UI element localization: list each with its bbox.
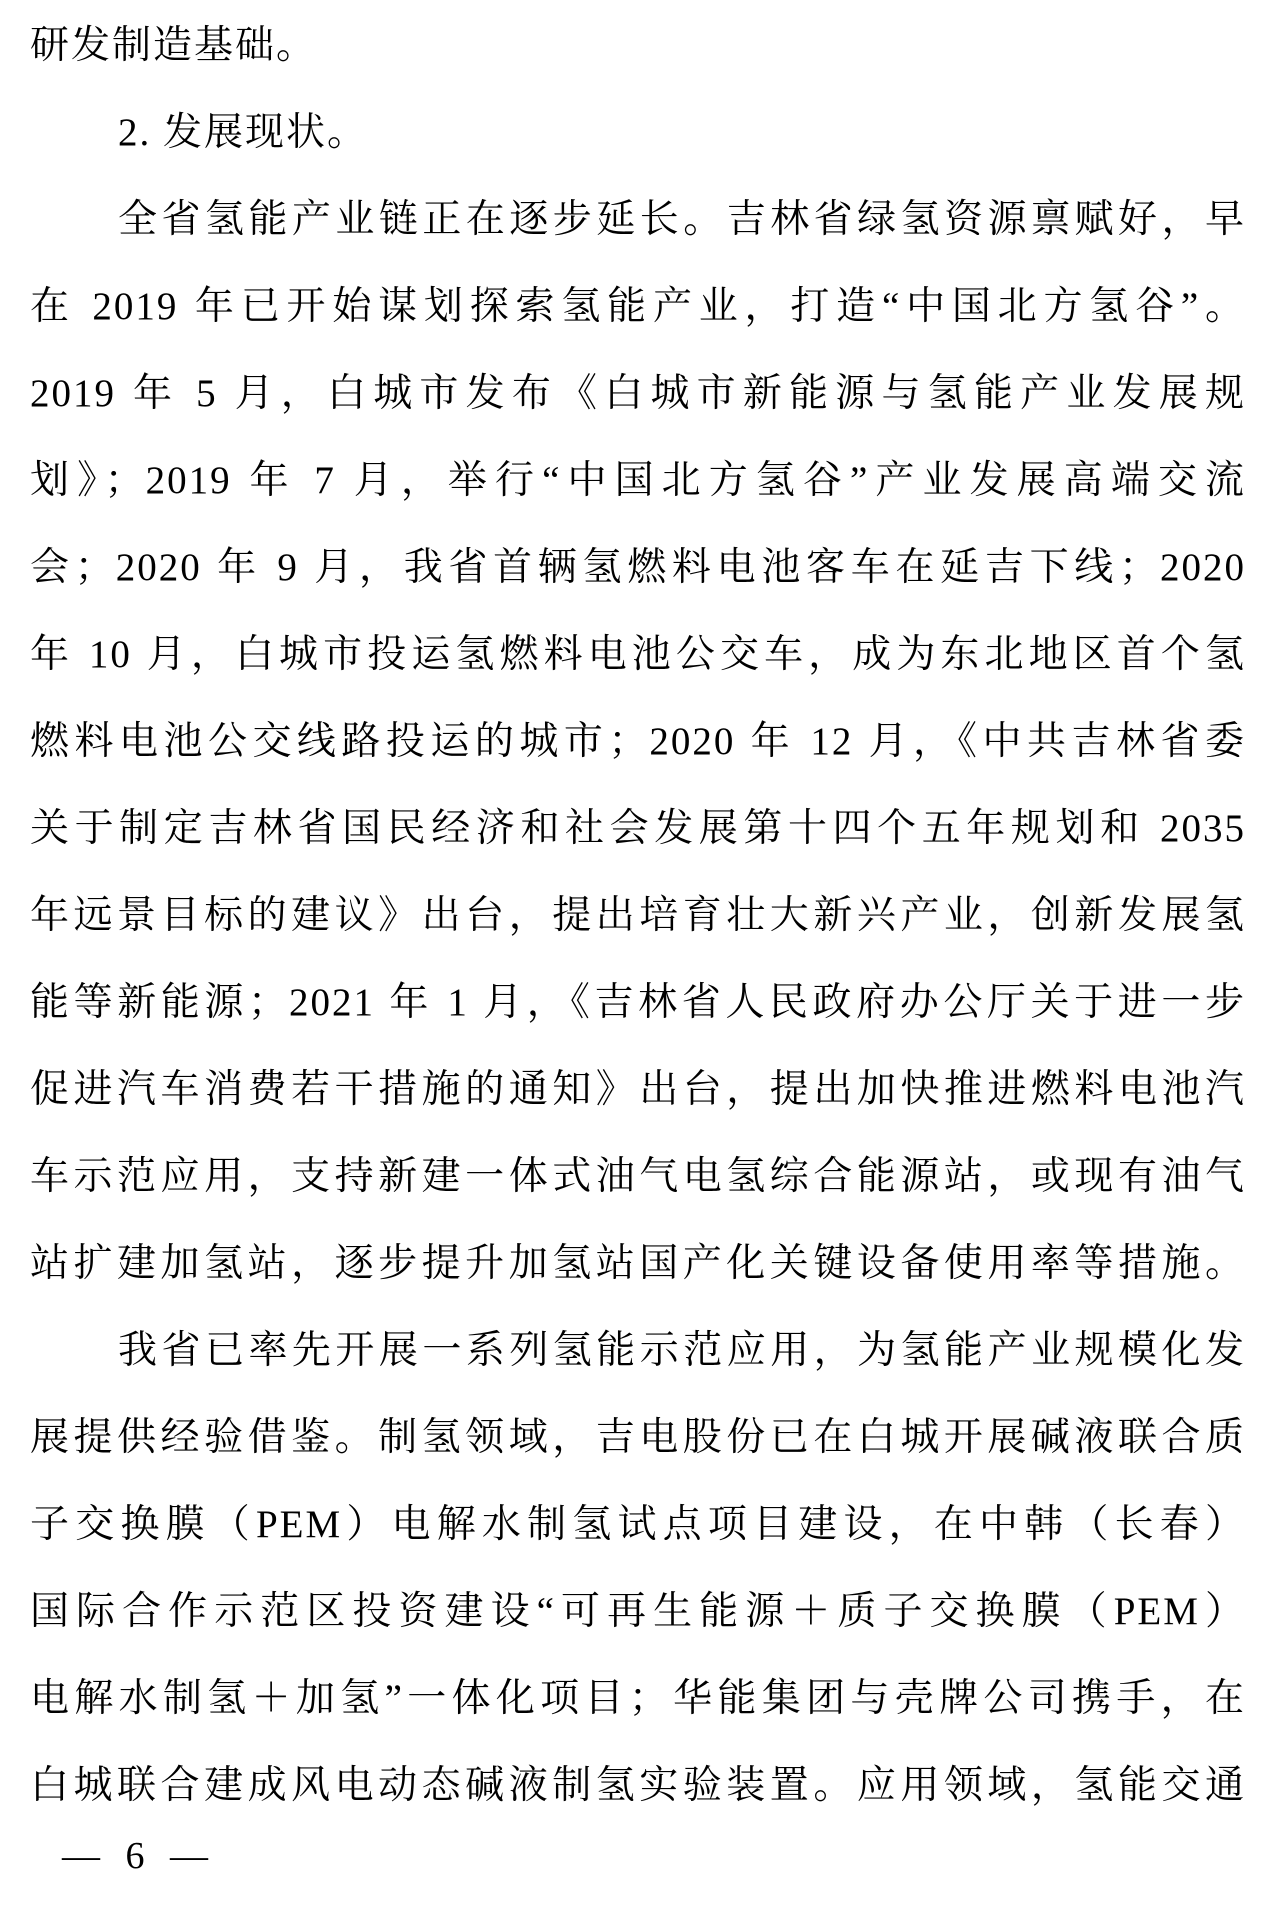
text-line: 会；2020 年 9 月，我省首辆氢燃料电池客车在延吉下线；2020 (30, 546, 1246, 589)
text-line: 电解水制氢＋加氢”一体化项目；华能集团与壳牌公司携手，在 (30, 1677, 1246, 1720)
text-line: 关于制定吉林省国民经济和社会发展第十四个五年规划和 2035 (30, 807, 1246, 850)
text-line: 年远景目标的建议》出台，提出培育壮大新兴产业，创新发展氢 (30, 894, 1246, 937)
text-line: 研发制造基础。 (30, 24, 318, 67)
body-text (30, 2, 1246, 1829)
text-line: 燃料电池公交线路投运的城市；2020 年 12 月，《中共吉林省委 (30, 720, 1246, 763)
text-line: 车示范应用，支持新建一体式油气电氢综合能源站，或现有油气 (30, 1155, 1246, 1198)
text-line: 我省已率先开展一系列氢能示范应用，为氢能产业规模化发 (118, 1329, 1246, 1372)
text-line: 能等新能源；2021 年 1 月，《吉林省人民政府办公厅关于进一步 (30, 981, 1246, 1024)
page-number: — 6 — (62, 1835, 209, 1877)
text-line: 年 10 月，白城市投运氢燃料电池公交车，成为东北地区首个氢 (30, 633, 1246, 676)
text-line: 全省氢能产业链正在逐步延长。吉林省绿氢资源禀赋好，早 (118, 198, 1246, 241)
text-line: 划》；2019 年 7 月，举行“中国北方氢谷”产业发展高端交流 (30, 459, 1246, 502)
text-line: 国际合作示范区投资建设“可再生能源＋质子交换膜（PEM） (30, 1590, 1246, 1633)
text-line-section-heading: 2. 发展现状。 (118, 111, 369, 154)
text-line: 站扩建加氢站，逐步提升加氢站国产化关键设备使用率等措施。 (30, 1242, 1246, 1285)
text-line: 子交换膜（PEM）电解水制氢试点项目建设，在中韩（长春） (30, 1503, 1246, 1546)
text-line: 白城联合建成风电动态碱液制氢实验装置。应用领域，氢能交通 (30, 1764, 1246, 1807)
text-line: 展提供经验借鉴。制氢领域，吉电股份已在白城开展碱液联合质 (30, 1416, 1246, 1459)
text-line: 促进汽车消费若干措施的通知》出台，提出加快推进燃料电池汽 (30, 1068, 1246, 1111)
text-line: 2019 年 5 月，白城市发布《白城市新能源与氢能产业发展规 (30, 372, 1246, 415)
text-line: 在 2019 年已开始谋划探索氢能产业，打造“中国北方氢谷”。 (30, 285, 1246, 328)
